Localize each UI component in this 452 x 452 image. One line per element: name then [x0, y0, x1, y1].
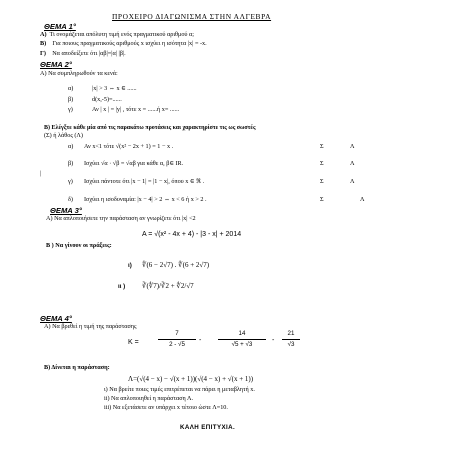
theme-1-question-b: Β) Για ποιους πραγματικούς αριθμούς x ισχύει η ισότητα |x| = -x.	[40, 40, 207, 47]
theme-4-part-a: Α) Να βρεθεί η τιμή της παράστασης	[44, 323, 137, 330]
fraction-2-numerator: 14	[238, 330, 246, 337]
closing-wish: ΚΑΛΗ ΕΠΙΤΥΧΙΑ.	[180, 424, 236, 431]
theme-4-part-b: Β) Δίνεται η παράσταση:	[44, 364, 110, 371]
theme-2-heading: ΘΕΜΑ 2°	[40, 60, 72, 69]
fraction-3-bar	[282, 339, 300, 340]
statement-b-true: Σ	[320, 160, 324, 167]
theme-2-part-b-line-2: (Σ) ή λάθος (Λ)	[44, 132, 83, 139]
theme-4-k-lhs: K =	[128, 339, 139, 346]
fraction-3-numerator: 21	[287, 330, 295, 337]
fraction-1-denominator: 2 - √5	[169, 341, 185, 348]
statement-a: α) Αν x<1 τότε √(x² − 2x + 1) = 1 − x .	[68, 143, 174, 150]
theme-3-part-b: Β ) Να γίνουν οι πράξεις:	[46, 242, 112, 249]
theme-3-expression-a: A = √(x² - 4x + 4) - |3 - x| + 2014	[142, 231, 242, 238]
theme-3-heading: ΘΕΜΑ 3°	[50, 206, 82, 215]
minus-sign-1: -	[199, 337, 202, 344]
theme-4-sub-iii: iii) Να εξετάσετε αν υπάρχει x τέτοιο ώστε Λ=10.	[104, 404, 228, 411]
statement-b-false: Λ	[350, 160, 355, 167]
theme-1-heading: ΘΕΜΑ 1°	[44, 22, 76, 31]
theme-2-part-a: Α) Να συμπληρωθούν τα κενά:	[40, 70, 118, 77]
theme-2-item-c: γ) Αν | x | = |y| , τότε x = ......ή x= ......	[68, 106, 180, 113]
fraction-2-bar	[218, 339, 266, 340]
statement-a-true: Σ	[320, 143, 324, 150]
fraction-1-bar	[158, 339, 196, 340]
statement-a-false: Λ	[350, 143, 355, 150]
fraction-1-numerator: 7	[175, 330, 179, 337]
theme-2-part-b-line-1: Β) Ελέγξτε κάθε μία από τις παρακάτω προτάσεις και χαρακτηρίστε τις ως σωστές	[44, 125, 256, 131]
page-title: ΠΡΟΧΕΙΡΟ ΔΙΑΓΩΝΙΣΜΑ ΣΤΗΝ ΑΛΓΕΒΡΑ	[112, 12, 272, 21]
fraction-2-denominator: √5 + √3	[231, 341, 253, 348]
theme-3-item-i-expression: ∜(6 − 2√7) . ∜(6 + 2√7)	[142, 261, 210, 269]
statement-d-true: Σ	[320, 196, 324, 203]
theme-2-item-b: β) d(x,-5)=......	[68, 96, 122, 103]
theme-3-item-ii-expression: ∛(∜7)/∛2 + ∜2/√7	[142, 282, 194, 290]
minus-sign-2: -	[272, 337, 275, 344]
statement-d: δ) Ισχύει η ισοδυναμία: |x − 4| > 2 ⇔ x < 6 ή x > 2 .	[68, 196, 207, 203]
fraction-3-denominator: √3	[287, 341, 295, 348]
theme-4-sub-ii: ii) Να απλοποιηθεί η παράσταση Λ.	[104, 395, 194, 402]
theme-4-lambda-expression: Λ=(√(4 − x) − √(x + 1))(√(4 − x) + √(x + 1))	[128, 375, 254, 383]
theme-3-item-i-label: ι)	[128, 262, 132, 269]
theme-3-part-a: Α) Να απλοποιήσετε την παράσταση αν γνωρίζετε ότι |x| <2	[46, 215, 196, 222]
statement-c-true: Σ	[320, 178, 324, 185]
side-mark: |	[40, 170, 42, 177]
statement-c: γ) Ισχύει πάντοτε ότι |x − 1| = |1 − x|, όπου x ∈ ℜ .	[68, 178, 205, 185]
statement-c-false: Λ	[350, 178, 355, 185]
theme-2-item-a: α) |x| > 3 ⇔ x ∈ ......	[68, 85, 137, 92]
theme-3-item-ii-label: ιι )	[118, 283, 126, 290]
statement-d-false: Λ	[360, 196, 365, 203]
theme-4-heading: ΘΕΜΑ 4°	[40, 314, 72, 323]
theme-1-question-c: Γ) Να αποδείξετε ότι |αβ|=|α| |β|.	[40, 50, 126, 57]
theme-4-sub-i: ι) Να βρείτε ποιες τιμές επιτρέπεται να πάρει η μεταβλητή x.	[104, 386, 255, 393]
theme-1-question-a: Α) Τι ονομάζεται απόλυτη τιμή ενός πραγματικού αριθμού α;	[40, 31, 194, 38]
statement-b: β) Ισχύει √α · √β = √αβ για κάθε α, β∈ IR.	[68, 160, 184, 167]
